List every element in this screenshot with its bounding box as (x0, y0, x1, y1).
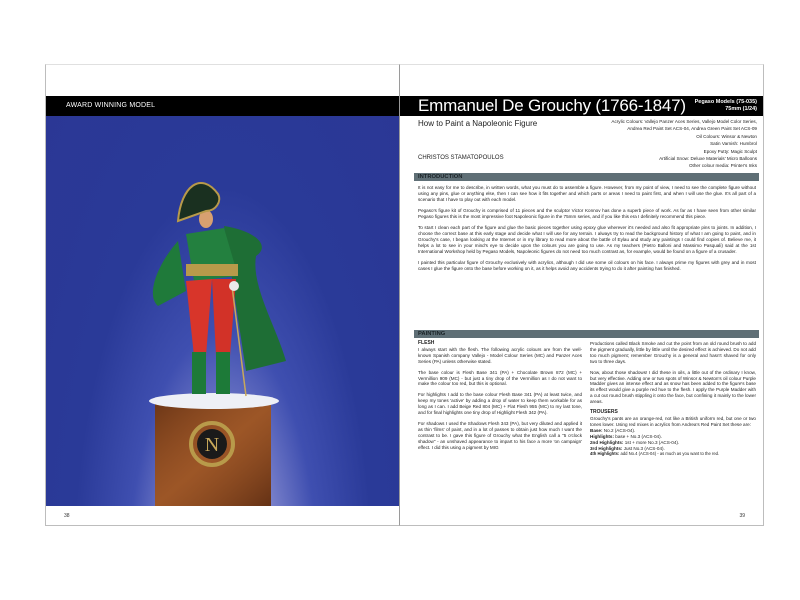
left-page (45, 64, 400, 526)
materials-line: Artificial Snow: Deluxe Materials' Micro Balloons (659, 156, 757, 162)
flesh-heading: FLESH (418, 340, 435, 346)
paragraph: Grouchy's pants are an orange-red, not like a British uniform red, but one or two tones lower. Using red mixes in acrylics from Andrea's Red Paint Set these are: (590, 415, 756, 427)
list-label: 2nd Highlights: (590, 439, 624, 445)
paragraph: Now, about those shadows! I did these in oils, a little out of the ordinary I know, but very effective. Adding one or two spots of Winsor & Newton's oil colour Purple Madder gives an intense effect and as snow has been added to the figure's base its effect would give a purple red hue to the flesh. I apply the Purple Madder with a cut out round brush stippling it onto the face, but confining it mainly to the lower areas. (590, 369, 756, 405)
paragraph: I painted this particular figure of Grouchy exclusively with acrylics, although I did use some oil colours on his face. I always prime my figures with grey and in most cases I glue the figure onto the base before working on it, as it helps avoid any accidents trying to do it after painting has finished. (418, 260, 756, 271)
introduction-body (418, 185, 756, 277)
materials-line: Andrea Red Paint Set ACS-04, Andrea Green Paint Set ACS-09 (627, 126, 757, 132)
list-value: Just No.3 (ACS-04). (623, 445, 665, 451)
paragraph: To start I clean each part of the figure and glue the basic pieces together using epoxy glue wherever it's needed and also fit appropriate pins to joints. In addition, I choose the correct base at this early stage and decide what I will use for any terrain. I always try to read the background history of what I am going to paint, and in Grouchy's case, I began looking at the Internet or in my library to read more about the battle of Eylau and study any paintings I could find copies of. Believe me, it helps a lot to see in your mind's eye to decide upon the colours you are going to use. As my teachers (Pietro Balloni and Massimo Pasquali) said at the 1st International Workshop held by Pegaso Models, Napoleonic figures do not need too much contrast as, for example, would be found on a figure of a crusader. (418, 225, 756, 254)
page-number-right: 39 (739, 513, 745, 519)
painting-left-column (418, 341, 582, 456)
painting-heading-bar (414, 330, 759, 338)
list-value: No.2 (ACS-04). (603, 427, 636, 433)
list-label: 4th Highlights: (590, 451, 620, 457)
introduction-heading-bar (414, 173, 759, 181)
trousers-heading: TROUSERS (590, 409, 618, 416)
left-header-band (46, 96, 400, 116)
kit-info (695, 99, 757, 113)
list-label: Highlights: (590, 433, 614, 439)
painting-heading: PAINTING (418, 330, 446, 337)
paragraph: The base colour is Flesh Base 341 (PA) + Chocolate Brown 872 (MC) + Vermillion 909 (MC) - but just a tiny drop of the Vermillion as I do not want to make the colour too red, but this is optional. (418, 369, 582, 387)
paragraph: Productions called Black Smoke and cut the point from an old round brush to add the pigment gradually, little by little until the desired effect is achieved. Do not add too much pigment; remember Grouchy is a general and hasn't shaved for only two to three days. (590, 341, 756, 364)
materials-list (517, 118, 757, 170)
list-value: 1st + more No.3 (ACS-04). (624, 439, 680, 445)
right-page (399, 64, 764, 526)
list-value: add No.4 (ACS-04) - as much as you want to the red. (620, 451, 720, 457)
article-title: Emmanuel De Grouchy (1766-1847) (418, 96, 686, 115)
figure-illustration (46, 116, 400, 506)
introduction-heading: INTRODUCTION (418, 173, 463, 180)
page-number-left: 38 (64, 513, 70, 519)
materials-line: Acrylic Colours: Vallejo Panzer Aces Series, Vallejo Model Color Series, (611, 119, 757, 124)
list-value: base + No.3 (ACS-04). (615, 433, 662, 439)
magazine-spread (45, 64, 762, 524)
author-name: CHRISTOS STAMATOPOULOS (418, 155, 504, 161)
list-label: 3rd Highlights: (590, 445, 623, 451)
svg-text:N: N (204, 434, 220, 456)
kit-scale: 75mm (1/24) (725, 106, 757, 112)
paragraph: For highlights I add to the base colour Flesh Base 341 (PA) at least twice, and keep my tones 'active' by adding a drop of water to keep them workable for as long as I can. I add Beige Red 804 (MC) + Flat Flesh 955 (MC) to my last tone, and for final highlights one tiny drop of Highlight Flesh 342 (PA). (418, 392, 582, 416)
materials-line: Epoxy Putty: Magic Sculpt (703, 148, 757, 154)
painting-right-column (590, 341, 756, 457)
materials-line: Oil Colours: Winsor & Newton (696, 133, 757, 139)
materials-line: Other colour media: Printer's Inks (688, 163, 757, 169)
section-label: AWARD WINNING MODEL (66, 102, 156, 109)
article-subtitle: How to Paint a Napoleonic Figure (418, 119, 538, 128)
materials-line: Satin Varnish: Humbrol (710, 141, 757, 147)
list-label: Base: (590, 427, 603, 433)
paragraph: For shadows I used the Shadows Flesh 343 (PA), but very diluted and applied it as thin 'films' of paint, and in a lot of passes to obtain just how much I want the contrast to be. I gave this figure of Grouchy what the English call a "5 o'clock shadow" - an unshaved appearance to impart to his face a more 'on campaign' effect. I did this using a pigment by MIG (418, 420, 582, 450)
paragraph: I always start with the flesh. The following acrylic colours are from the well-known Spanish company Vallejo - Model Colour Series (MC) and Panzer Aces Series (PA) unless otherwise stated. (418, 346, 582, 364)
kit-maker: Pegaso Models (75-035) (694, 99, 757, 105)
figure-photo (46, 116, 400, 506)
paragraph: Pegaso's figure kit of Grouchy is comprised of 11 pieces and the sculptor Victor Konnov has done a superb piece of work. As far as I have seen from other similar Pegaso figures this is the most impressive foot Napoleonic figure in the 75mm series, and if you like this era I definitely recommend this piece. (418, 208, 756, 219)
paragraph: It is not easy for me to describe, in written words, what you must do to assemble a figure. However, from my point of view, I need to see the complete figure without using any pins, glue or anything else, then I can see how it fits together and which parts or areas I need to paint first, and when I will use the glue. It's all part of a scenario that I have to play out with each model. (418, 185, 756, 202)
trousers-list-item (590, 451, 756, 457)
